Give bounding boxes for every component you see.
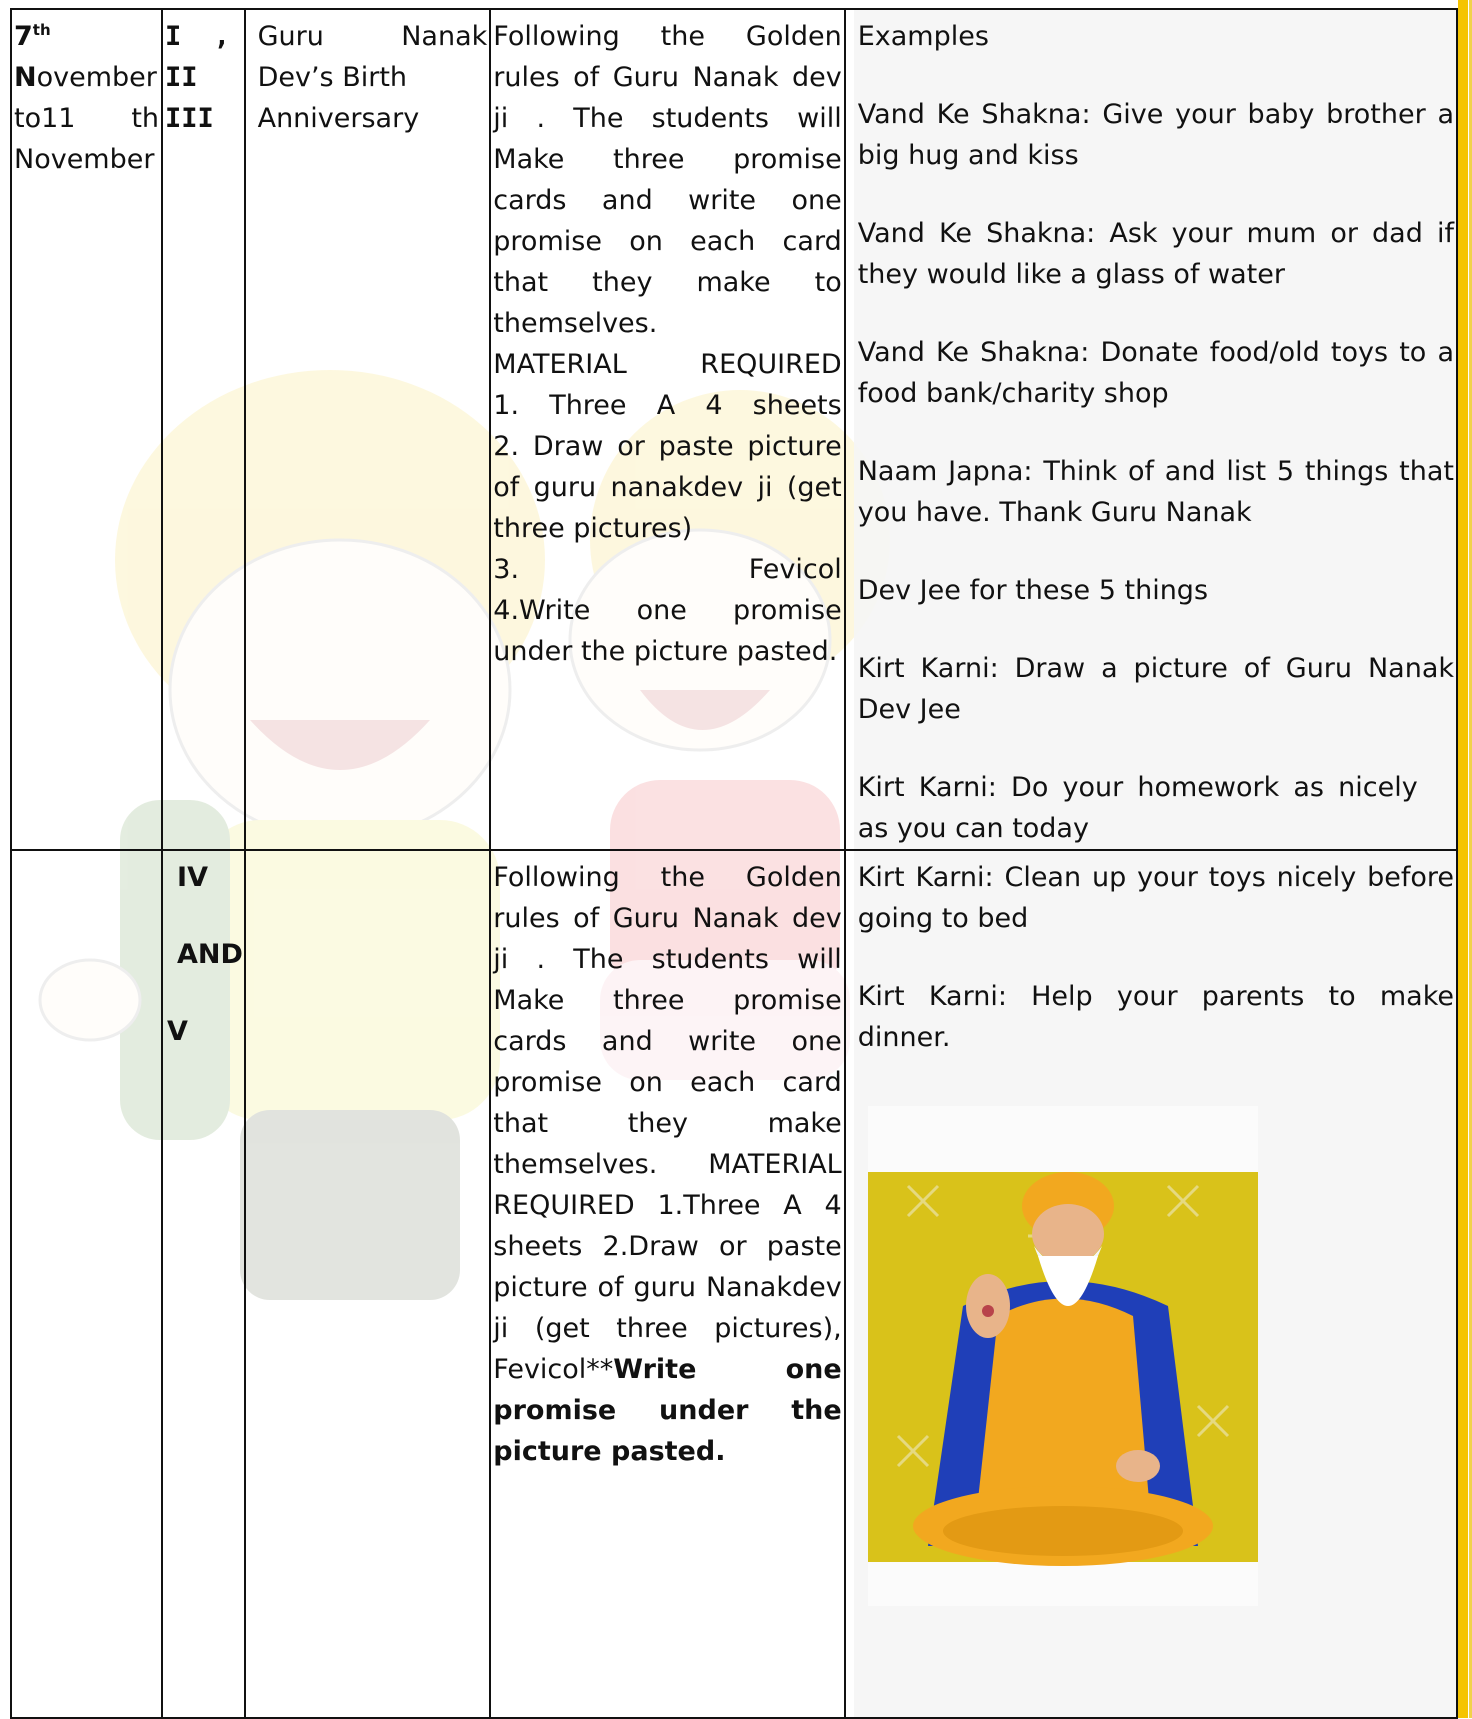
example-item: Kirt Karni: Help your parents to make dinner. bbox=[857, 981, 1454, 1053]
event-cell-empty bbox=[245, 850, 491, 1718]
classes-cell bbox=[162, 9, 245, 850]
example-item: Vand Ke Shakna: Give your baby brother a big hug and kiss bbox=[857, 99, 1454, 171]
class-label: II bbox=[165, 62, 198, 93]
activity-cell bbox=[490, 850, 844, 1718]
table-row bbox=[11, 9, 1457, 850]
example-item: Kirt Karni: Do your homework as nicely as you can today bbox=[857, 772, 1418, 844]
activity-bold-instruction: Write one promise under the picture pasted. bbox=[493, 1354, 842, 1467]
class-label: AND bbox=[177, 939, 243, 970]
activity-text: Following the Golden rules of Guru Nanak dev ji . The students will Make three promise cards and write one promise on each card that they make themselves. MATERIAL REQUIRED 1.Three A 4 sheets 2.Draw or paste picture of guru Nanakdev ji (get three pictures), Fevicol**Write one promise under the picture pasted. bbox=[493, 862, 842, 1467]
date-line-3: to11 th bbox=[14, 103, 160, 134]
classes-cell bbox=[162, 850, 245, 1718]
class-label: I , bbox=[165, 21, 231, 52]
material-item: 1. Three A 4 sheets bbox=[493, 390, 842, 421]
event-line-3: Anniversary bbox=[257, 103, 420, 134]
class-label: V bbox=[167, 1016, 188, 1047]
date-line-2: November bbox=[14, 62, 157, 93]
material-item: 2. Draw or paste picture of guru nanakdev ji (get three pictures) bbox=[493, 431, 842, 544]
event-cell bbox=[245, 9, 491, 850]
date-line-4: November bbox=[14, 144, 155, 175]
examples-cell bbox=[845, 9, 1457, 850]
example-item: Vand Ke Shakna: Ask your mum or dad if they would like a glass of water bbox=[857, 218, 1454, 290]
event-line-2: Dev’s Birth bbox=[257, 62, 408, 93]
class-label: IV bbox=[177, 862, 208, 893]
material-heading: MATERIAL REQUIRED bbox=[493, 349, 842, 380]
example-item: Kirt Karni: Draw a picture of Guru Nanak Dev Jee bbox=[857, 653, 1454, 725]
date-cell-empty bbox=[11, 850, 162, 1718]
example-item: Dev Jee for these 5 things bbox=[857, 575, 1209, 606]
activity-cell bbox=[490, 9, 844, 850]
date-cell bbox=[11, 9, 162, 850]
examples-cell bbox=[845, 850, 1457, 1718]
date-line-1: 7th bbox=[14, 21, 51, 52]
example-item: Kirt Karni: Clean up your toys nicely before going to bed bbox=[857, 862, 1454, 934]
page-edge-accent-bar bbox=[1458, 0, 1468, 1718]
example-item: Naam Japna: Think of and list 5 things that you have. Thank Guru Nanak bbox=[857, 456, 1454, 528]
activity-plan-table bbox=[10, 8, 1458, 1719]
example-item: Vand Ke Shakna: Donate food/old toys to a food bank/charity shop bbox=[857, 337, 1454, 409]
guru-nanak-dev-ji-image bbox=[868, 1106, 1258, 1606]
activity-intro: Following the Golden rules of Guru Nanak dev ji . The students will Make three promise cards and write one promise on each card that they make to themselves. bbox=[493, 21, 842, 339]
table-row bbox=[11, 850, 1457, 1718]
material-item: 4.Write one promise under the picture pasted. bbox=[493, 595, 842, 667]
class-label: III bbox=[165, 103, 214, 134]
examples-heading: Examples bbox=[857, 21, 989, 52]
material-item: 3. Fevicol bbox=[493, 554, 842, 585]
event-line-1: Guru Nanak bbox=[257, 21, 488, 52]
